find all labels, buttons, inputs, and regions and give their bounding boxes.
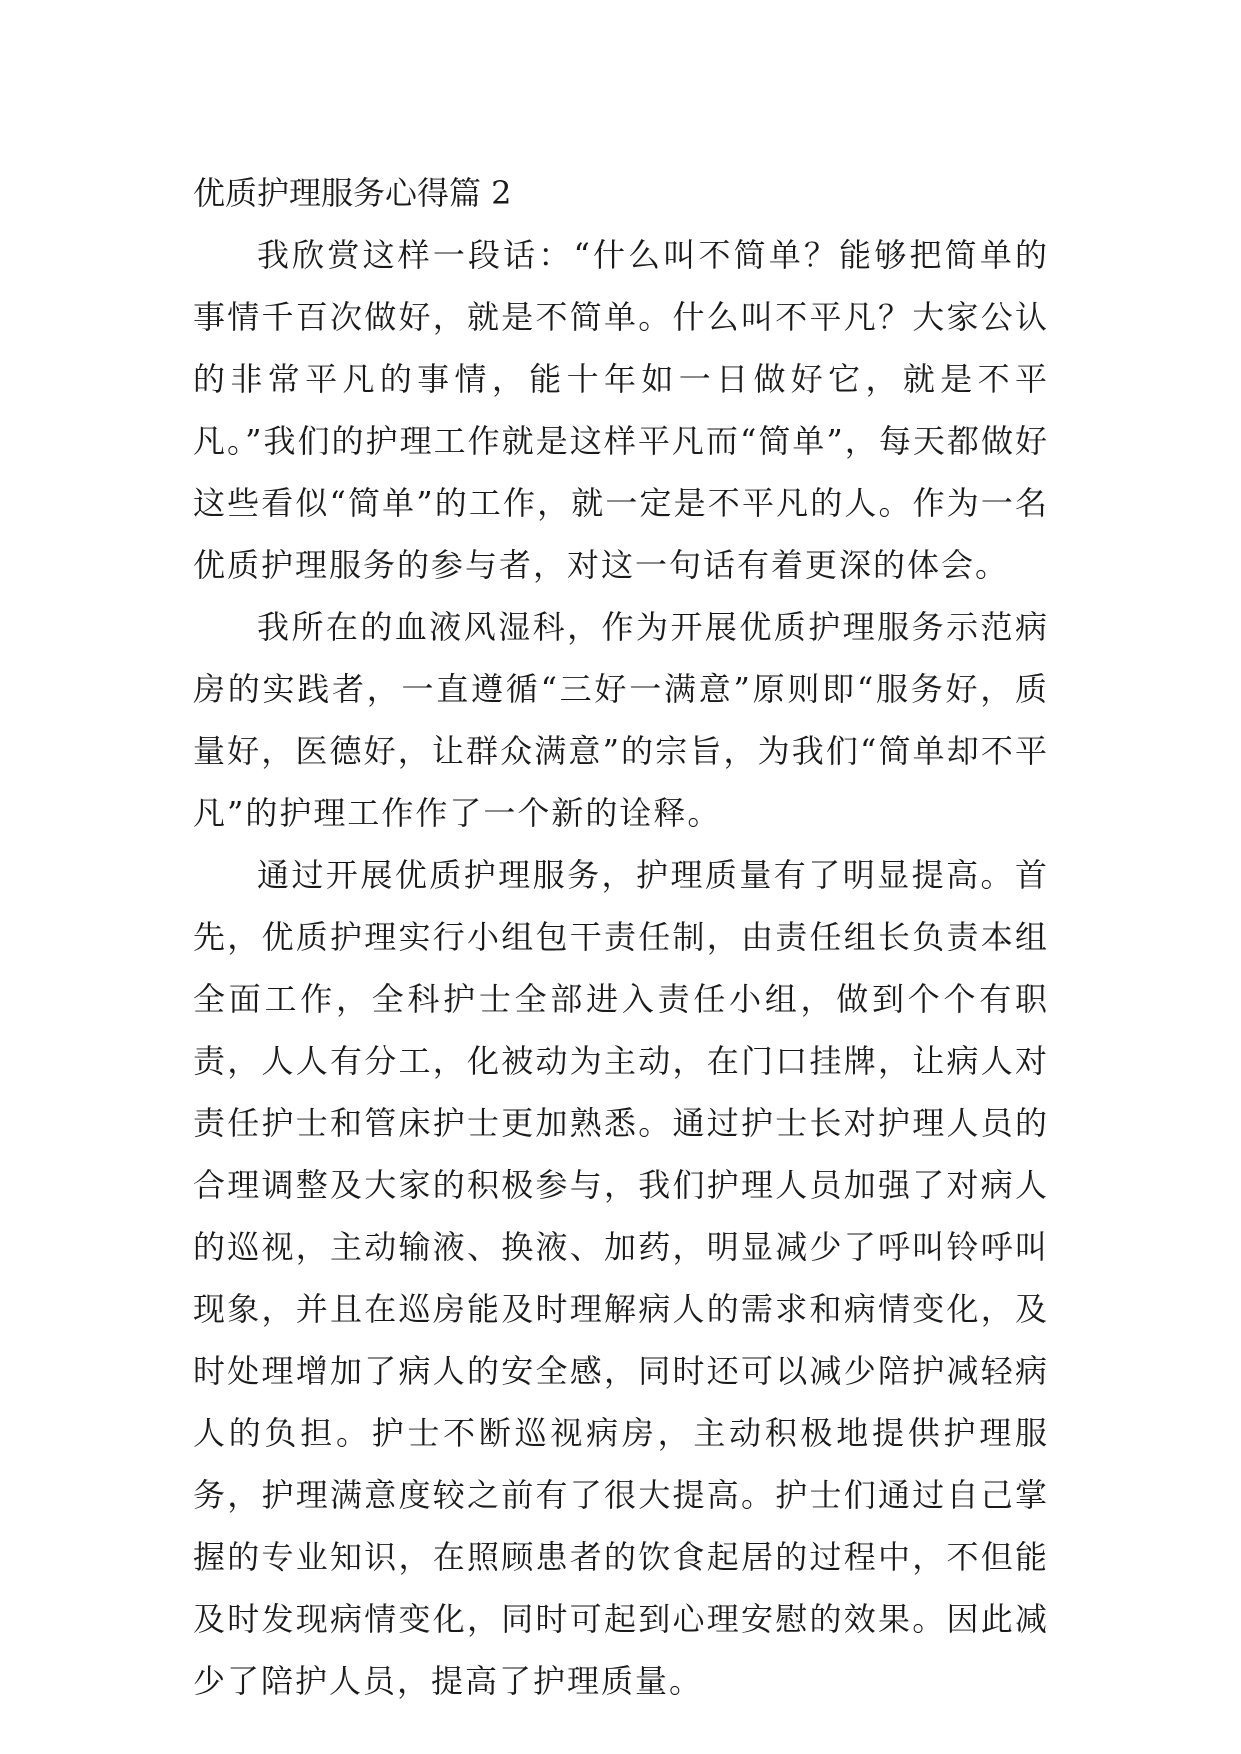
paragraph-3: 通过开展优质护理服务，护理质量有了明显提高。首先，优质护理实行小组包干责任制，由责任组长负责本组全面工作，全科护士全部进入责任小组，做到个个有职责，人人有分工，化被动为主动，在门口挂牌，让病人对责任护士和管床护士更加熟悉。通过护士长对护理人员的合理调整及大家的积极参与，我们护理人员加强了对病人的巡视，主动输液、换液、加药，明显减少了呼叫铃呼叫现象，并且在巡房能及时理解病人的需求和病情变化，及时处理增加了病人的安全感，同时还可以减少陪护减轻病人的负担。护士不断巡视病房，主动积极地提供护理服务，护理满意度较之前有了很大提高。护士们通过自己掌握的专业知识，在照顾患者的饮食起居的过程中，不但能及时发现病情变化，同时可起到心理安慰的效果。因此减少了陪护人员，提高了护理质量。: [193, 856, 1049, 1700]
document-body: [193, 162, 1049, 1712]
paragraph-1: 我欣赏这样一段话：“什么叫不简单？能够把简单的事情千百次做好，就是不简单。什么叫不平凡？大家公认的非常平凡的事情，能十年如一日做好它，就是不平凡。”我们的护理工作就是这样平凡而“简单”，每天都做好这些看似“简单”的工作，就一定是不平凡的人。作为一名优质护理服务的参与者，对这一句话有着更深的体会。: [193, 236, 1049, 584]
document-title: 优质护理服务心得篇 2: [193, 174, 512, 212]
paragraph-2: 我所在的血液风湿科，作为开展优质护理服务示范病房的实践者，一直遵循“三好一满意”原则即“服务好，质量好，医德好，让群众满意”的宗旨，为我们“简单却不平凡”的护理工作作了一个新的诠释。: [193, 608, 1049, 832]
